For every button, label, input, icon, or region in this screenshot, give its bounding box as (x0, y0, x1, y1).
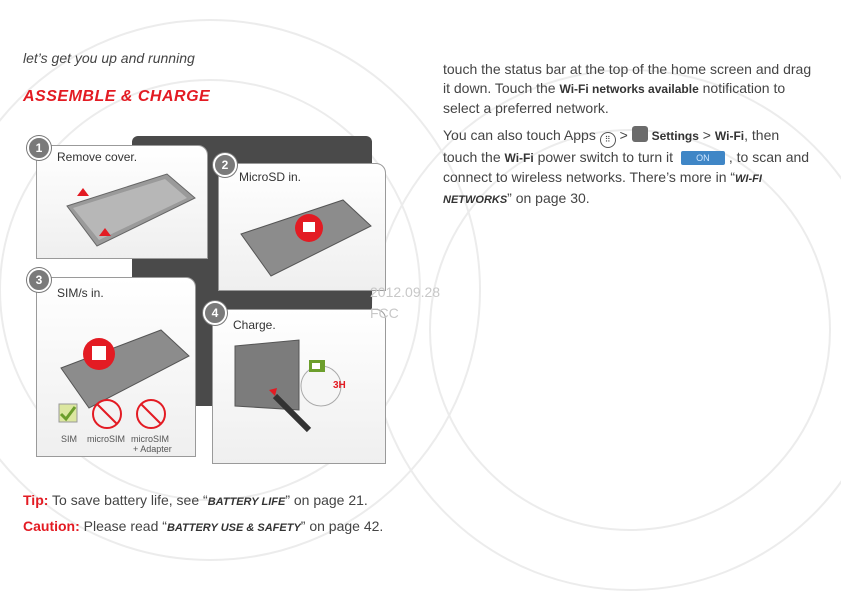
wifi-label-2: Wi-Fi (504, 151, 534, 165)
p1-text-end: notification to select a preferred network. (443, 80, 786, 116)
tip-label: Tip: (23, 492, 49, 508)
sim-label: SIM (61, 434, 78, 444)
phone-back-image (37, 146, 207, 258)
p2-text-2: , then touch the (443, 127, 780, 165)
step-2-panel (218, 163, 386, 291)
step-1-label: Remove cover. (57, 150, 138, 164)
caution-battery-safety-link[interactable]: BATTERY USE & SAFETY (166, 522, 301, 534)
step-2-badge: 2 (213, 153, 237, 177)
wifi-networks-available: Wi-Fi networks available (559, 82, 699, 96)
section-heading: ASSEMBLE & CHARGE (23, 88, 211, 105)
microsd-image (219, 164, 385, 290)
step-1-badge: 1 (27, 136, 51, 160)
tip-page: ” on page 21. (285, 492, 368, 508)
step-3-badge: 3 (27, 268, 51, 292)
intro-text: let’s get you up and running (23, 50, 195, 66)
paragraph-1 (443, 60, 815, 118)
settings-icon (632, 126, 648, 142)
p1-text: touch the status bar at the top of the home screen and drag it down. Touch the (443, 61, 812, 96)
caution-page: ” on page 42. (300, 518, 384, 534)
adapter-label: + Adapter (133, 444, 172, 454)
step-4-label: Charge. (233, 318, 276, 332)
step-1-panel (36, 145, 208, 259)
step-4-panel (212, 309, 386, 464)
charge-time: 3H (333, 380, 346, 391)
step-3-label: SIM/s in. (57, 286, 104, 300)
step-3-panel (36, 277, 196, 457)
tip-battery-life-link[interactable]: BATTERY LIFE (207, 496, 286, 508)
caution-line (23, 518, 383, 534)
stamp-fcc: FCC (370, 305, 399, 321)
tip-line (23, 492, 368, 508)
p2-text-3: power switch to turn it (533, 149, 677, 165)
apps-icon: ⠿ (600, 132, 616, 148)
p2-text: You can also touch Apps (443, 127, 600, 143)
caution-label: Caution: (23, 518, 80, 534)
settings-label: Settings (651, 129, 699, 143)
p2-sep: > (615, 127, 632, 143)
p2-sep-2: > (698, 127, 715, 143)
microsim-label: microSIM (87, 434, 125, 444)
date-stamp (370, 282, 440, 324)
p2-text-4: , to scan and connect to wireless networks. There’s more in “ (443, 149, 810, 185)
charge-image (213, 310, 385, 463)
paragraph-2 (443, 126, 815, 210)
wifi-on-switch[interactable]: ON (681, 151, 725, 165)
microsim-adapter-label: microSIM (131, 434, 169, 444)
tip-text: To save battery life, see “ (52, 492, 208, 508)
caution-text: Please read “ (83, 518, 167, 534)
stamp-date: 2012.09.28 (370, 284, 441, 300)
wifi-networks-link[interactable]: WI-FI NETWORKS (443, 173, 762, 206)
step-2-label: MicroSD in. (239, 170, 302, 184)
wifi-label: Wi-Fi (714, 129, 745, 143)
wifi-instructions (443, 60, 815, 218)
sim-image (37, 278, 195, 456)
p2-page: ” on page 30. (507, 190, 590, 206)
step-4-badge: 4 (203, 301, 227, 325)
